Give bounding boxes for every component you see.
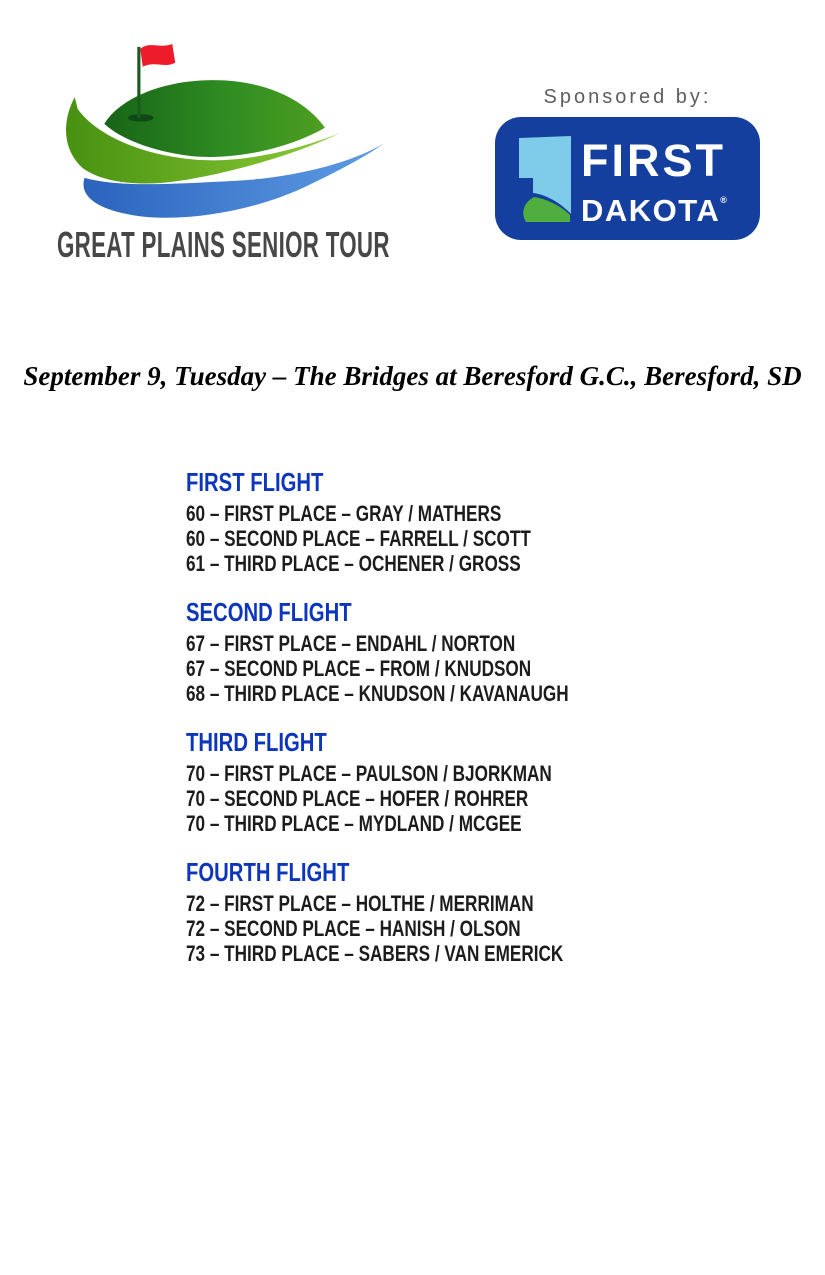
result-line: 70 – SECOND PLACE – HOFER / ROHRER: [186, 786, 529, 811]
first-dakota-logo: [495, 117, 760, 240]
result-line: 73 – THIRD PLACE – SABERS / VAN EMERICK: [186, 941, 564, 966]
first-dakota-one-icon: [518, 136, 572, 222]
result-line: 67 – SECOND PLACE – FROM / KNUDSON: [186, 656, 532, 681]
flight-heading: SECOND FLIGHT: [186, 597, 352, 627]
flight-block-fourth: [186, 857, 677, 966]
flight-block-third: [186, 727, 677, 836]
flight-heading: FIRST FLIGHT: [186, 467, 324, 497]
result-line: 67 – FIRST PLACE – ENDAHL / NORTON: [186, 631, 516, 656]
result-line: 70 – FIRST PLACE – PAULSON / BJORKMAN: [186, 761, 552, 786]
event-title: September 9, Tuesday – The Bridges at Beresford G.C., Beresford, SD: [23, 361, 802, 391]
flag-icon: [140, 44, 175, 67]
flight-block-second: [186, 597, 677, 706]
result-line: 60 – SECOND PLACE – FARRELL / SCOTT: [186, 526, 531, 551]
tour-wordmark: GREAT PLAINS SENIOR TOUR: [57, 224, 390, 265]
result-line: 70 – THIRD PLACE – MYDLAND / MCGEE: [186, 811, 522, 836]
flag-pole: [137, 47, 140, 118]
result-line: 72 – SECOND PLACE – HANISH / OLSON: [186, 916, 521, 941]
result-line: 68 – THIRD PLACE – KNUDSON / KAVANAUGH: [186, 681, 569, 706]
first-dakota-line1: FIRST: [581, 135, 726, 186]
result-line: 60 – FIRST PLACE – GRAY / MATHERS: [186, 501, 502, 526]
golf-hole: [128, 114, 154, 121]
registered-trademark-symbol: ®: [720, 195, 727, 205]
first-dakota-name: [581, 135, 727, 228]
flight-heading: THIRD FLIGHT: [186, 727, 327, 757]
sponsored-by-label: Sponsored by:: [543, 86, 712, 108]
flight-block-first: [186, 467, 677, 576]
result-line: 72 – FIRST PLACE – HOLTHE / MERRIMAN: [186, 891, 534, 916]
flight-results: [186, 467, 677, 990]
flight-heading: FOURTH FLIGHT: [186, 857, 350, 887]
golf-green-flag-logo: [55, 40, 390, 237]
result-line: 61 – THIRD PLACE – OCHENER / GROSS: [186, 551, 521, 576]
first-dakota-line2: DAKOTA®: [581, 193, 727, 228]
